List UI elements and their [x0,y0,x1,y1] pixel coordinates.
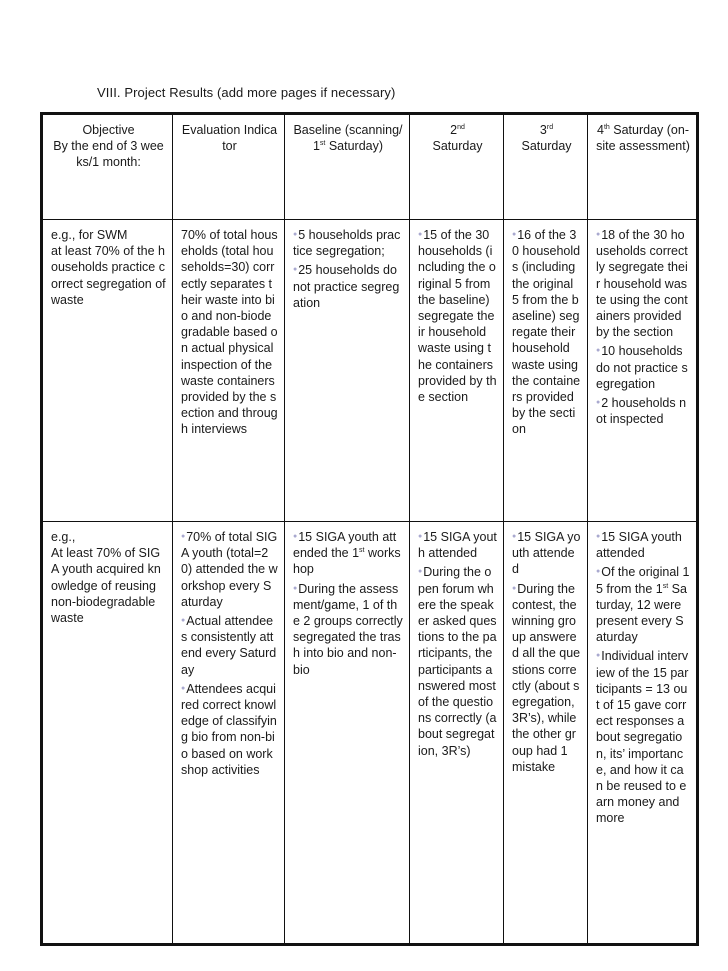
row2-indicator-bullet: ● 70% of total SIGA youth (total=20) attended the workshop every Saturday [181,529,278,610]
row1-s4-bullet: ● 10 households do not practice segregation [596,343,690,392]
header-s3-sup: rd [546,124,554,131]
row2-s4-b2-text: Of the original 15 from the 1 [596,565,690,596]
header-s3-word: Saturday [521,139,572,154]
table-row [42,220,698,522]
header-indicator: Evaluation Indicator [173,114,285,220]
header-s4-num: 4 [596,123,604,137]
row2-s2-bullet: ● 15 SIGA youth attended [418,529,497,561]
row2-fourth-saturday [588,522,698,945]
row2-s4-b2-end: Saturday, 12 were present every Saturday [596,581,687,645]
header-baseline [285,114,410,220]
row2-baseline-b1-sup: st [359,547,365,555]
header-s4-sup: th [603,124,610,131]
header-s3-num: 3 [539,123,547,137]
row2-indicator [173,522,285,945]
row2-baseline-b1-text: 15 SIGA youth attended the 1 [293,530,397,561]
header-objective-title: Objective [82,123,135,137]
header-second-saturday [410,114,504,220]
table-row [42,522,698,945]
row2-objective-label: e.g., [51,530,76,544]
row2-s3-bullet: ● During the contest, the winning group answered all the questions correctly (about segregation, 3R’s), while the other group had 1 mistake [512,581,581,775]
header-s2-sup: nd [457,124,465,131]
row1-objective [42,220,173,522]
row2-s3-bullet: ● 15 SIGA youth attended [512,529,581,578]
row2-third-saturday [504,522,588,945]
header-objective-subtitle: By the end of 3 weeks/1 month: [53,139,164,170]
row1-baseline-bullet: ● 5 households practice segregation; [293,227,403,259]
row1-indicator: 70% of total households (total households=30) correctly separates their waste into bio and non-biodegradable based on actual physical inspection of the waste containers provided by the section and through interviews [173,220,285,522]
table-header-row [42,114,698,220]
row2-indicator-bullet: ● Actual attendees consistently attend every Saturday [181,613,278,678]
row2-second-saturday [410,522,504,945]
row2-s4-bullet: ● 15 SIGA youth attended [596,529,690,561]
header-s4-rest: Saturday (on-site assessment) [596,123,690,154]
header-baseline-sup: st [319,140,326,148]
row1-fourth-saturday [588,220,698,522]
header-baseline-end: Saturday) [325,139,384,154]
header-baseline-text: Baseline (scanning/1 [293,123,403,154]
row2-objective [42,522,173,945]
row2-baseline-bullet [293,529,403,578]
header-s2-num: 2 [450,123,458,137]
row2-s4-bullet [596,564,690,645]
row1-baseline [285,220,410,522]
row1-objective-label: e.g., for SWM [51,228,128,242]
row2-s4-b2-sup: st [662,582,669,590]
row1-second-saturday [410,220,504,522]
section-heading: VIII. Project Results (add more pages if necessary) [97,85,396,100]
header-objective [42,114,173,220]
row1-s3-bullet: ● 16 of the 30 households (including the original 5 from the baseline) segregate their household waste using the containers provided by the section [512,227,581,438]
row1-s2-bullet: ● 15 of the 30 households (including the original 5 from the baseline) segregate their household waste using the containers provided by the section [418,227,497,405]
row2-s2-bullet: ● During the open forum where the speaker asked questions to the participants, the participants answered most of the questions correctly (about segregation, 3R’s) [418,564,497,758]
header-third-saturday [504,114,588,220]
row2-baseline-bullet: ● During the assessment/game, 1 of the 2 groups correctly segregated the trash into bio and non-bio [293,581,403,678]
row1-third-saturday [504,220,588,522]
header-s2-word: Saturday [432,139,483,154]
row1-s4-bullet: ● 18 of the 30 households correctly segregate their household waste using the containers provided by the section [596,227,690,340]
row2-baseline-b1-end: workshop [293,546,401,577]
project-results-table [40,112,699,946]
row2-objective-text: At least 70% of SIGA youth acquired knowledge of reusing non-biodegradable waste [51,546,161,626]
row2-baseline [285,522,410,945]
row1-s4-bullet: ● 2 households not inspected [596,395,690,427]
row1-objective-text: at least 70% of the households practice correct segregation of waste [51,244,166,307]
row2-indicator-bullet: ● Attendees acquired correct knowledge of classifying bio from non-bio based on workshop activities [181,681,278,778]
row1-baseline-bullet: ● 25 households do not practice segregation [293,262,403,311]
header-fourth-saturday [588,114,698,220]
row2-s4-bullet: ● Individual interview of the 15 participants = 13 out of 15 gave correct responses about segregation, its’ importance, and how it can be reused to earn money and more [596,648,690,826]
